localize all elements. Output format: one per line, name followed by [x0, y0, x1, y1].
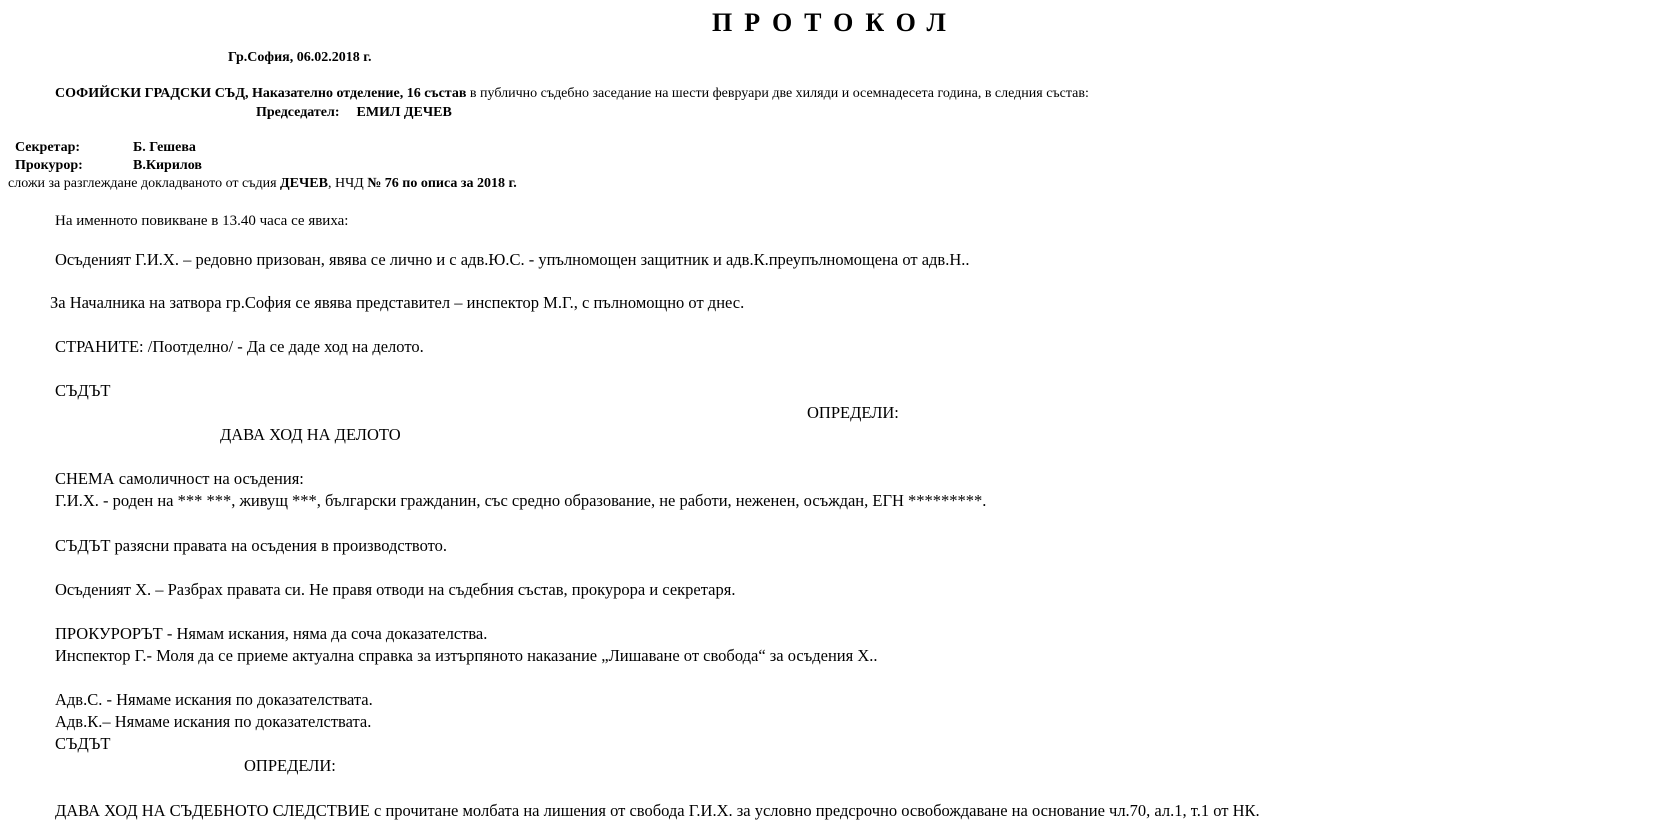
- court-composition-line: [55, 87, 1089, 101]
- secretary-name: Б. Гешева: [133, 140, 196, 155]
- court-heading-2: СЪДЪТ: [55, 734, 111, 753]
- determined-heading-2: ОПРЕДЕЛИ:: [244, 756, 336, 775]
- identity-taken: СНЕМА самоличност на осъдения:: [55, 469, 304, 488]
- prosecutor-label: Прокурор:: [15, 158, 83, 173]
- case-line: [8, 177, 517, 191]
- chairman-name: ЕМИЛ ДЕЧЕВ: [356, 105, 452, 120]
- prosecutor-name: В.Кирилов: [133, 158, 202, 173]
- convict-statement: Осъденият Х. – Разбрах правата си. Не правя отводи на съдебния състав, прокурора и секретаря.: [55, 580, 736, 599]
- rights-explained: СЪДЪТ разясни правата на осъдения в производството.: [55, 536, 448, 555]
- gives-course-heading: ДАВА ХОД НА ДЕЛОТО: [220, 425, 401, 444]
- case-middle: , НЧД: [327, 176, 368, 191]
- place-and-date: Гр.София, 06.02.2018 г.: [228, 50, 372, 65]
- case-judge: ДЕЧЕВ: [280, 176, 328, 191]
- adv-s-statement: Адв.С. - Нямаме искания по доказателствата.: [55, 690, 373, 709]
- chairman-label: Председател:: [256, 105, 340, 120]
- adv-k-statement: Адв.К.– Нямаме искания по доказателствата.: [55, 712, 372, 731]
- chairman-line: [256, 106, 452, 120]
- determined-heading-1: ОПРЕДЕЛИ:: [807, 403, 899, 422]
- court-name: СОФИЙСКИ ГРАДСКИ СЪД, Наказателно отделение, 16 състав: [55, 86, 467, 101]
- document-title: ПРОТОКОЛ: [712, 8, 958, 37]
- roll-call: На именното повикване в 13.40 часа се явиха:: [55, 213, 349, 229]
- prosecutor-statement: ПРОКУРОРЪТ - Нямам искания, няма да соча доказателства.: [55, 624, 488, 643]
- case-prefix: сложи за разглеждане докладваното от съдия: [8, 176, 281, 191]
- investigation-statement: ДАВА ХОД НА СЪДЕБНОТО СЛЕДСТВИЕ с прочитане молбата на лишения от свобода Г.И.Х. за условно предсрочно освобождаване на основание чл.70, ал.1, т.1 от НК.: [55, 801, 1260, 820]
- secretary-label: Секретар:: [15, 140, 81, 155]
- prison-representative: За Началника на затвора гр.София се явява представител – инспектор М.Г., с пълномощно от днес.: [50, 293, 745, 312]
- identity-details: Г.И.Х. - роден на *** ***, живущ ***, български гражданин, със средно образование, не работи, неженен, осъждан, ЕГН *********.: [55, 491, 987, 510]
- parties-statement: СТРАНИТЕ: /Поотделно/ - Да се даде ход на делото.: [55, 337, 424, 356]
- case-number: № 76 по описа за 2018 г.: [367, 176, 517, 191]
- inspector-statement: Инспектор Г.- Моля да се приеме актуална справка за изтърпяното наказание „Лишаване от свобода“ за осъдения Х..: [55, 646, 878, 665]
- convict-present: Осъденият Г.И.Х. – редовно призован, явява се лично и с адв.Ю.С. - упълномощен защитник и адв.К.преупълномощена от адв.Н..: [55, 250, 970, 269]
- court-heading-1: СЪДЪТ: [55, 381, 111, 400]
- session-text: в публично съдебно заседание на шести февруари две хиляди и осемнадесета година, в следния състав:: [466, 86, 1089, 101]
